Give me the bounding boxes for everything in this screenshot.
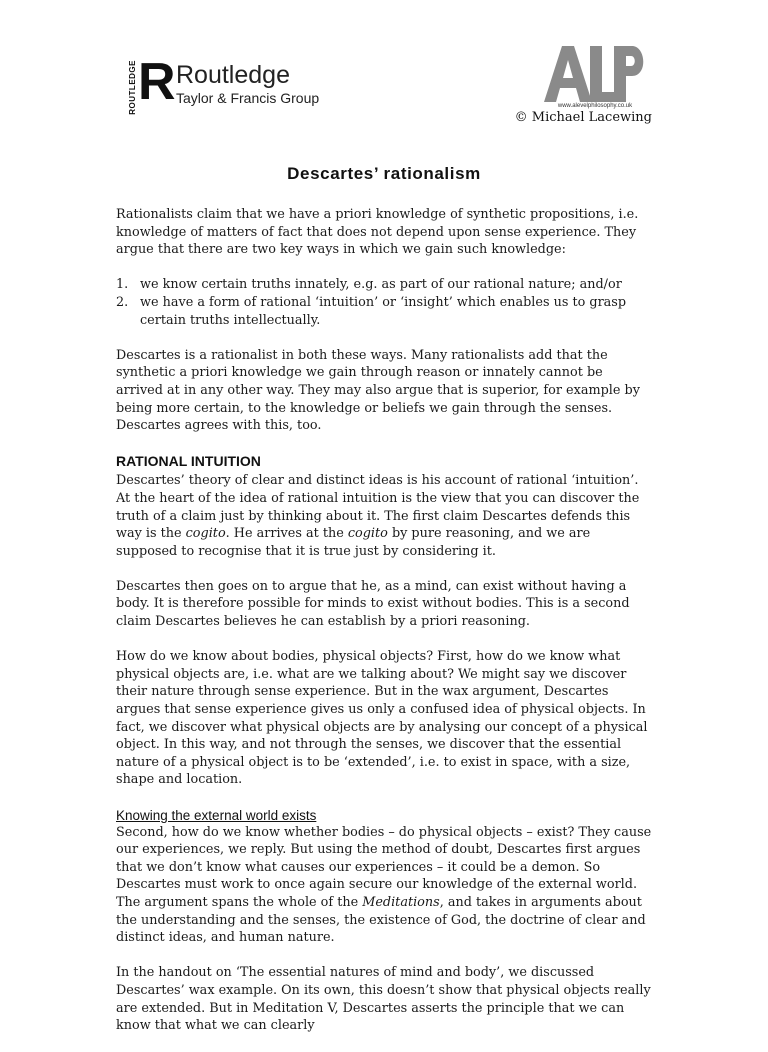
list-number: 1. bbox=[116, 277, 129, 293]
list-item bbox=[116, 276, 652, 294]
cogito-term: cogito bbox=[347, 526, 388, 542]
meditations-term: Meditations bbox=[362, 894, 440, 910]
document-title: Descartes’ rationalism bbox=[287, 164, 481, 183]
publisher-name: Routledge bbox=[176, 61, 290, 89]
external-world-paragraph-2: In the handout on ‘The essential natures of mind and body’, we discussed Descartes’ wax example. On its own, this doesn’t show that physical objects really are extended. But in Meditation V, Descartes asserts the principle that we can know that what we can clearly bbox=[116, 965, 651, 1034]
text-run: Descartes’ theory of clear and distinct ideas is his account of rational ‘intuition’. At the heart of the idea of rational intuition is the view that you can discover the truth of a claim just by thinking about it. The first claim Descartes defends this way is the bbox=[116, 473, 640, 542]
external-world-paragraph-1 bbox=[116, 824, 652, 947]
intro-paragraph-1: Rationalists claim that we have a priori knowledge of synthetic propositions, i.e. knowledge of matters of fact that does not depend upon sense experience. They argue that there are two key ways in which we gain such knowledge: bbox=[116, 207, 639, 258]
routledge-r-icon: R bbox=[138, 53, 176, 111]
cogito-term: cogito bbox=[185, 526, 226, 542]
subheading-external-world: Knowing the external world exists bbox=[116, 807, 317, 823]
rational-intuition-paragraph-1 bbox=[116, 472, 652, 560]
text-run: . He arrives at the bbox=[225, 526, 348, 542]
rational-intuition-paragraph-3: How do we know about bodies, physical objects? First, how do we know what physical objects are, i.e. what are we talking about? We might say we discover their nature through sense experience. But in the wax argument, Descartes argues that sense experience gives us only a confused idea of physical objects. In fact, we discover what physical objects are by analysing our concept of a physical object. In this way, and not through the senses, we discover that the essential nature of a physical object is to be ‘extended’, i.e. to exist in space, with a size, shape and location. bbox=[116, 649, 648, 788]
rational-intuition-paragraph-2: Descartes then goes on to argue that he, as a mind, can exist without having a body. It is therefore possible for minds to exist without bodies. This is a second claim Descartes believes he can establish by a priori reasoning. bbox=[116, 578, 630, 630]
section-heading-rational-intuition: RATIONAL INTUITION bbox=[116, 453, 261, 470]
alp-url: www.alevelphilosophy.co.uk bbox=[557, 103, 633, 109]
text-run: Second, how do we know whether bodies – do physical objects – exist? They cause our experiences, we reply. But using the method of doubt, Descartes first argues that we don’t know what causes our experiences – it could be a demon. So Descartes must work to once again secure our knowledge of the external world. The argument spans the whole of the bbox=[116, 824, 652, 910]
list-text: we know certain truths innately, e.g. as part of our rational nature; and/or bbox=[140, 277, 622, 293]
alp-letters-icon bbox=[540, 42, 650, 104]
list-number: 2. bbox=[116, 294, 129, 310]
list-text: we have a form of rational ‘intuition’ or ‘insight’ which enables us to grasp certain truths intellectually. bbox=[140, 294, 627, 328]
publisher-group: Taylor & Francis Group bbox=[176, 90, 320, 106]
list-item bbox=[116, 294, 652, 329]
copyright: © Michael Lacewing bbox=[514, 110, 652, 125]
text-run: , and takes in arguments about the understanding and the senses, the existence of God, the doctrine of clear and distinct ideas, and human nature. bbox=[116, 894, 646, 946]
document-body bbox=[116, 206, 652, 1052]
routledge-vertical-text: ROUTLEDGE bbox=[128, 60, 137, 115]
ways-list bbox=[116, 276, 652, 329]
alp-logo bbox=[540, 42, 650, 116]
intro-paragraph-2: Descartes is a rationalist in both these ways. Many rationalists add that the synthetic a priori knowledge we gain through reason or innately cannot be arrived at in any other way. They may also argue that is superior, for example by being more certain, to the knowledge or beliefs we gain through the senses. Descartes agrees with this, too. bbox=[116, 347, 640, 434]
text-run: by pure reasoning, and we are supposed to recognise that it is true just by considering it. bbox=[116, 526, 591, 559]
